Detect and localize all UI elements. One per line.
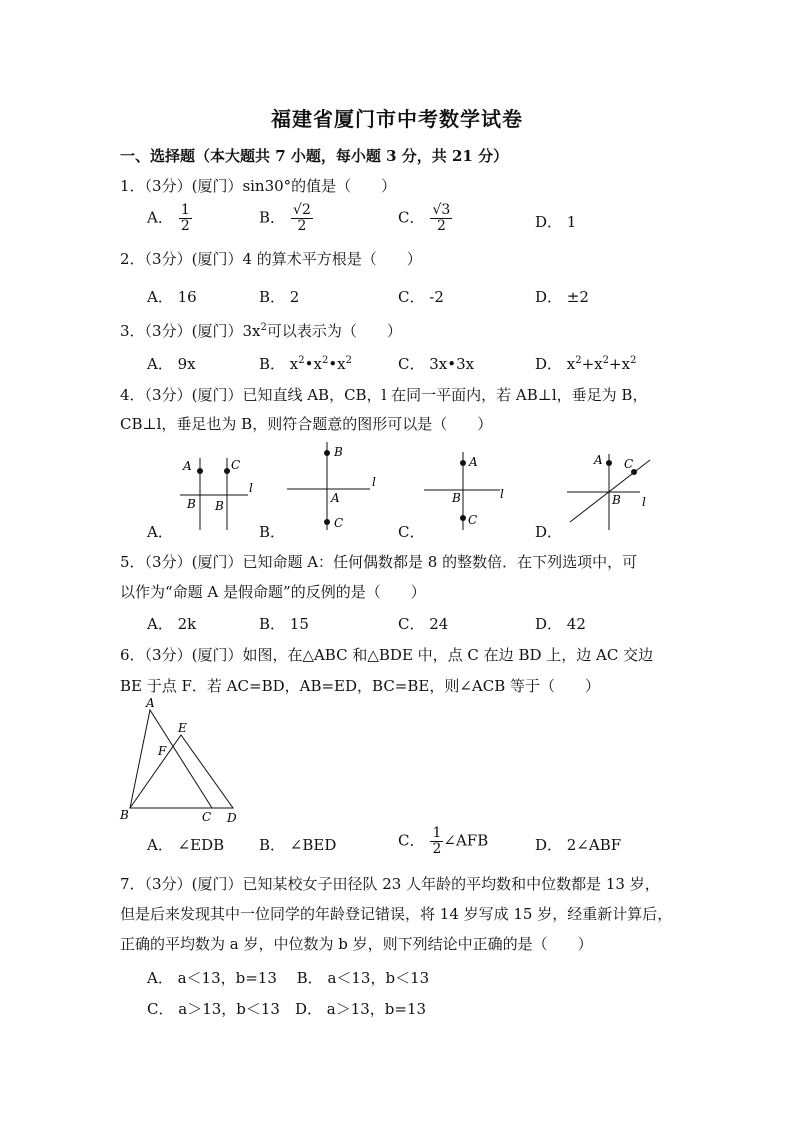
- q6-label-b: B: [120, 808, 129, 822]
- q4-figure-b: [287, 442, 376, 530]
- fig-d-label-c: C: [624, 457, 634, 471]
- question-1: 1．（3分）(厦门）sin30°的值是（ ）: [120, 177, 397, 195]
- q6-triangle-figure: [110, 695, 250, 825]
- fig-d-label-a: A: [594, 453, 603, 467]
- q4-option-c[interactable]: C．: [398, 523, 425, 541]
- question-4-line-2: CB⊥l，垂足也为 B，则符合题意的图形可以是（ ）: [120, 415, 493, 433]
- q2-option-d[interactable]: D． ±2: [535, 288, 589, 306]
- fig-c-label-l: l: [500, 487, 504, 501]
- question-5-line-1: 5．（3分）(厦门）已知命题 A：任何偶数都是 8 的整数倍．在下列选项中，可: [120, 553, 638, 571]
- page-title: 福建省厦门市中考数学试卷: [271, 107, 523, 131]
- q1-option-c[interactable]: C． $\frac{√3}{2}$: [398, 202, 451, 234]
- q4-option-b[interactable]: B．: [259, 523, 286, 541]
- fig-c-label-c: C: [468, 513, 478, 527]
- q4-option-a[interactable]: A．: [147, 523, 173, 541]
- fig-a-label-l: l: [249, 481, 253, 495]
- question-2: 2．（3分）(厦门）4 的算术平方根是（ ）: [120, 250, 422, 268]
- q7-options-row-2[interactable]: C． a＞13，b＜13 D． a＞13，b=13: [147, 1000, 427, 1018]
- q4-option-d[interactable]: D．: [535, 523, 563, 541]
- q5-option-b[interactable]: B． 15: [259, 615, 309, 633]
- q3-option-a[interactable]: A． 9x: [147, 355, 196, 373]
- q2-option-c[interactable]: C． -2: [398, 288, 444, 306]
- q6-label-a: A: [146, 696, 155, 710]
- q6-label-f: F: [158, 744, 167, 758]
- fig-c-label-a: A: [469, 455, 478, 469]
- q6-option-d[interactable]: D． 2∠ABF: [535, 836, 622, 854]
- fig-d-label-l: l: [642, 495, 646, 509]
- q3-option-c[interactable]: C． 3x•3x: [398, 355, 475, 373]
- question-6-line-2: BE 于点 F．若 AC=BD，AB=ED，BC=BE，则∠ACB 等于（ ）: [120, 677, 601, 695]
- q4-figure-c: [424, 452, 504, 530]
- fig-a-label-b1: B: [187, 497, 196, 511]
- section-heading: 一、选择题（本大题共 7 小题，每小题 3 分，共 21 分）: [120, 147, 509, 165]
- q4-figures: [0, 430, 794, 550]
- fig-a-label-c: C: [231, 458, 241, 472]
- question-7-line-1: 7．（3分）(厦门）已知某校女子田径队 23 人年龄的平均数和中位数都是 13 岁，: [120, 875, 660, 893]
- fig-b-label-b: B: [334, 445, 343, 459]
- q3-option-d[interactable]: D． $x^2+x^2+x^2$: [535, 355, 637, 373]
- fig-b-label-l: l: [372, 475, 376, 489]
- q4-figure-a: [180, 458, 253, 530]
- question-4-line-1: 4．（3分）(厦门）已知直线 AB，CB，l 在同一平面内，若 AB⊥l，垂足为 B，: [120, 386, 648, 404]
- q5-option-d[interactable]: D． 42: [535, 615, 586, 633]
- fig-b-label-a: A: [331, 491, 340, 505]
- question-3: 3．（3分）(厦门）$3x^2$可以表示为（ ）: [120, 322, 402, 340]
- fig-a-label-a: A: [183, 459, 192, 473]
- question-7-line-2: 但是后来发现其中一位同学的年龄登记错误，将 14 岁写成 15 岁，经重新计算后，: [120, 905, 673, 923]
- question-6-line-1: 6．（3分）(厦门）如图，在△ABC 和△BDE 中，点 C 在边 BD 上，边 AC 交边: [120, 646, 654, 664]
- fig-d-label-b: B: [612, 493, 621, 507]
- fig-c-label-b: B: [452, 491, 461, 505]
- question-5-line-2: 以作为“命题 A 是假命题”的反例的是（ ）: [120, 583, 426, 601]
- q2-option-b[interactable]: B． 2: [259, 288, 300, 306]
- q2-option-a[interactable]: A． 16: [147, 288, 197, 306]
- q4-figure-d: [567, 453, 650, 530]
- q7-options-row-1[interactable]: A． a＜13，b=13 B． a＜13，b＜13: [147, 969, 430, 987]
- q6-label-c: C: [202, 810, 212, 824]
- q6-label-e: E: [178, 721, 187, 735]
- q1-option-b[interactable]: B． $\frac{√2}{2}$: [259, 202, 311, 234]
- fig-b-label-c: C: [334, 516, 344, 530]
- q6-option-c[interactable]: C． $\frac{1}{2}$ ∠AFB: [398, 825, 489, 857]
- q1-option-a[interactable]: A． $\frac{1}{2}$: [147, 202, 190, 234]
- q6-option-a[interactable]: A． ∠EDB: [147, 836, 225, 854]
- q3-option-b[interactable]: B． $x^2•x^2•x^2$: [259, 355, 353, 373]
- q6-label-d: D: [227, 811, 237, 825]
- q5-option-c[interactable]: C． 24: [398, 615, 449, 633]
- q6-option-b[interactable]: B． ∠BED: [259, 836, 337, 854]
- question-7-line-3: 正确的平均数为 a 岁，中位数为 b 岁，则下列结论中正确的是（ ）: [120, 935, 593, 953]
- q1-option-d[interactable]: D． 1: [535, 213, 577, 231]
- fig-a-label-b2: B: [215, 499, 224, 513]
- q5-option-a[interactable]: A． 2k: [147, 615, 197, 633]
